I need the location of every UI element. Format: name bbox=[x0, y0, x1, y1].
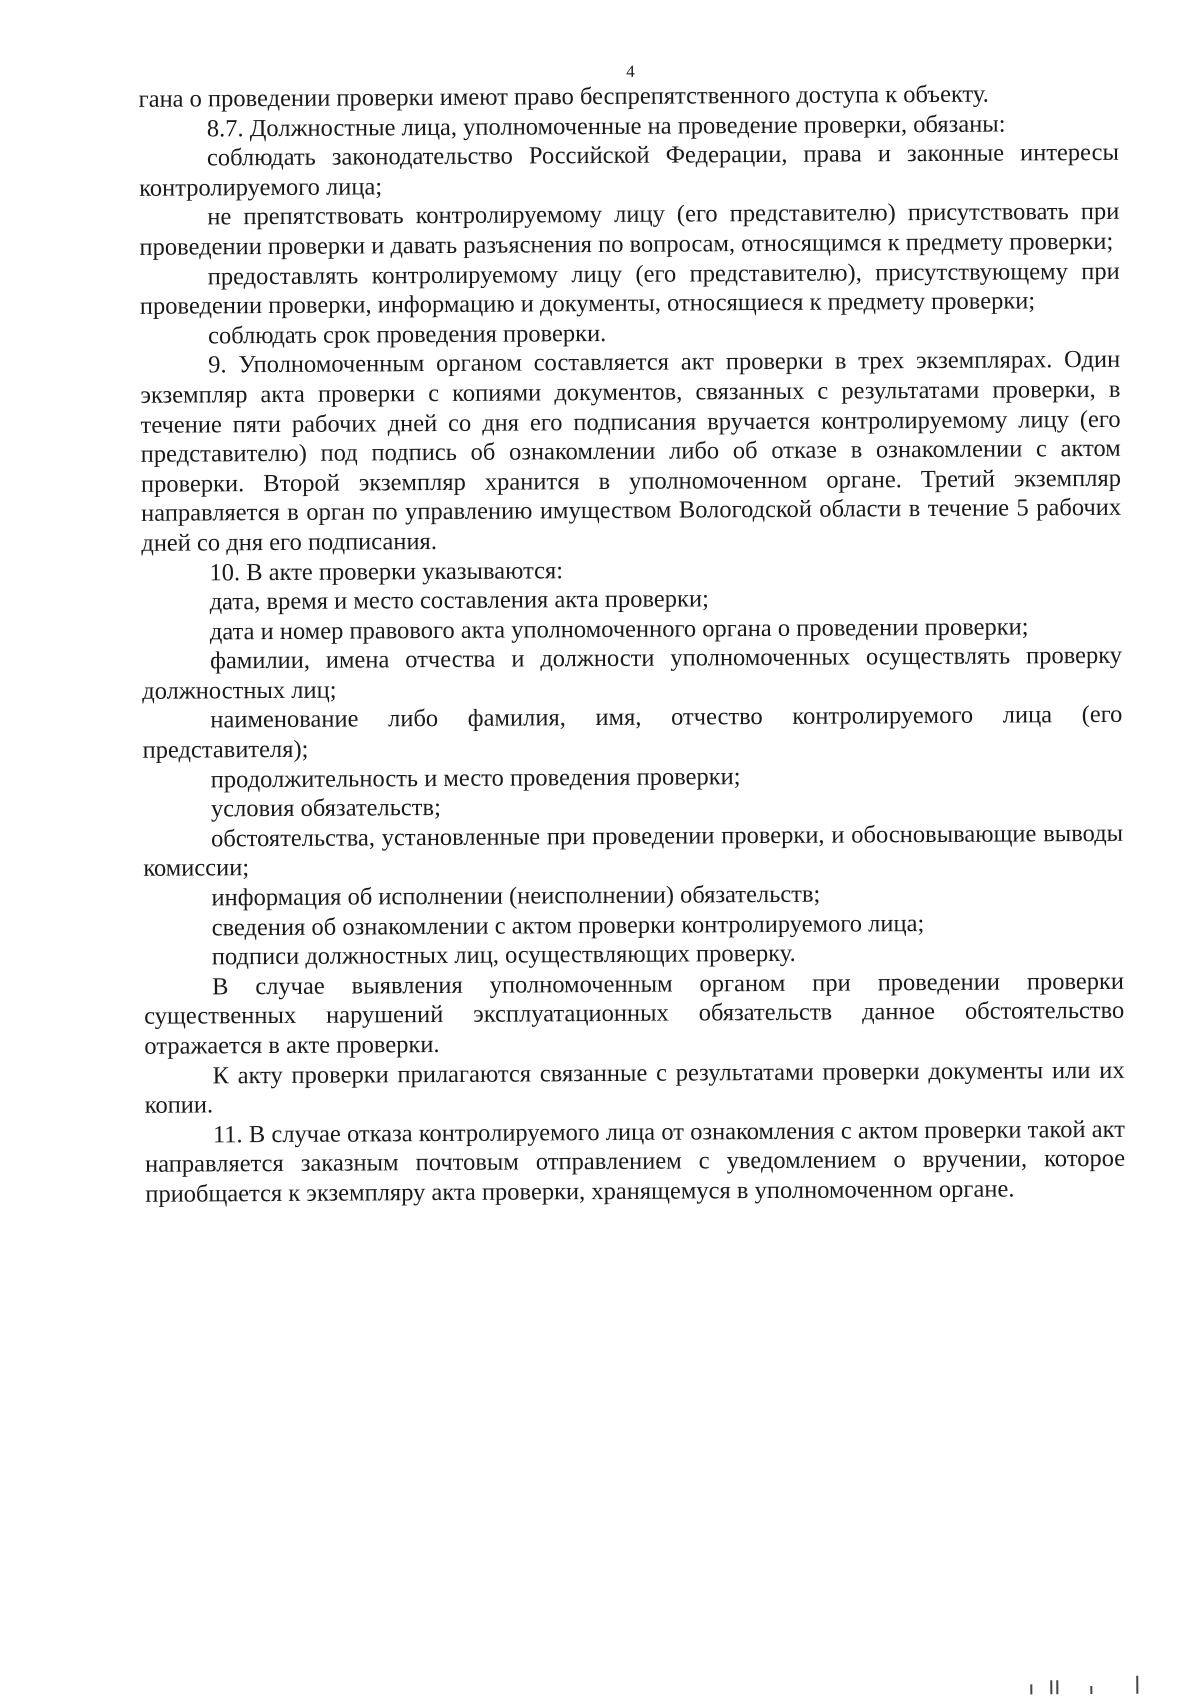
paragraph: фамилии, имена отчества и должности уполномоченных осуществлять проверку должностных лиц; bbox=[142, 642, 1123, 705]
paragraph: 8.7. Должностные лица, уполномоченные на проведение проверки, обязаны: bbox=[206, 110, 1006, 142]
paragraph: дата, время и место составления акта проверки; bbox=[209, 585, 709, 616]
paragraph: не препятствовать контролируемому лицу (его представителю) присутствовать при проведении проверки и давать разъяснения по вопросам, относящимся к предмету проверки; bbox=[139, 198, 1120, 261]
paragraph: предоставлять контролируемому лицу (его представителю), присутствующему при проведении проверки, информацию и документы, относящиеся к предмету проверки; bbox=[139, 257, 1120, 320]
paragraph: 11. В случае отказа контролируемого лица от ознакомления с актом проверки такой акт направляется заказным почтовым отправлением с уведомлением о вручении, которое приобщается к экземпляру акта проверки, хранящемуся в уполномоченном органе. bbox=[145, 1115, 1126, 1208]
paragraph: 9. Уполномоченным органом составляется акт проверки в трех экземплярах. Один экземпляр акта проверки с копиями документов, связанных с результатами проверки, в течение пяти рабочих дней со дня его подписания вручается контролируемому лицу (его представителю) под подпись об ознакомлении либо об отказе в ознакомлении с актом проверки. Второй экземпляр хранится в уполномоченном органе. Третий экземпляр направляется в орган по управлению имуществом Вологодской области в течение 5 рабочих дней со дня его подписания. bbox=[140, 346, 1122, 557]
paragraph: сведения об ознакомлении с актом проверки контролируемого лица; bbox=[211, 909, 925, 942]
page-number: 4 bbox=[626, 61, 635, 81]
scan-edge-marks bbox=[1010, 1672, 1150, 1695]
paragraph: соблюдать законодательство Российской Федерации, права и законные интересы контролируемого лица; bbox=[139, 139, 1120, 202]
paragraph: продолжительность и место проведения проверки; bbox=[210, 762, 741, 794]
paragraph: 10. В акте проверки указываются: bbox=[209, 556, 564, 586]
paragraph: гана о проведении проверки имеют право беспрепятственного доступа к объекту. bbox=[138, 80, 989, 113]
paragraph: информация об исполнении (неисполнении) обязательств; bbox=[211, 880, 821, 912]
document-body bbox=[139, 79, 1126, 1210]
paragraph: К акту проверки прилагаются связанные с результатами проверки документы или их копии. bbox=[144, 1056, 1125, 1119]
paragraph: подписи должностных лиц, осуществляющих проверку. bbox=[211, 940, 796, 971]
paragraph: наименование либо фамилия, имя, отчество контролируемого лица (его представителя); bbox=[142, 701, 1123, 764]
paragraph: обстоятельства, установленные при проведении проверки, и обосновывающие выводы комиссии; bbox=[143, 819, 1124, 883]
paragraph: дата и номер правового акта уполномоченного органа о проведении проверки; bbox=[209, 613, 1029, 646]
paragraph: В случае выявления уполномоченным органом при проведении проверки существенных нарушений эксплуатационных обязательств данное обстоятельство отражается в акте проверки. bbox=[144, 967, 1125, 1060]
paragraph: условия обязательств; bbox=[210, 794, 441, 823]
paragraph: соблюдать срок проведения проверки. bbox=[207, 319, 607, 350]
